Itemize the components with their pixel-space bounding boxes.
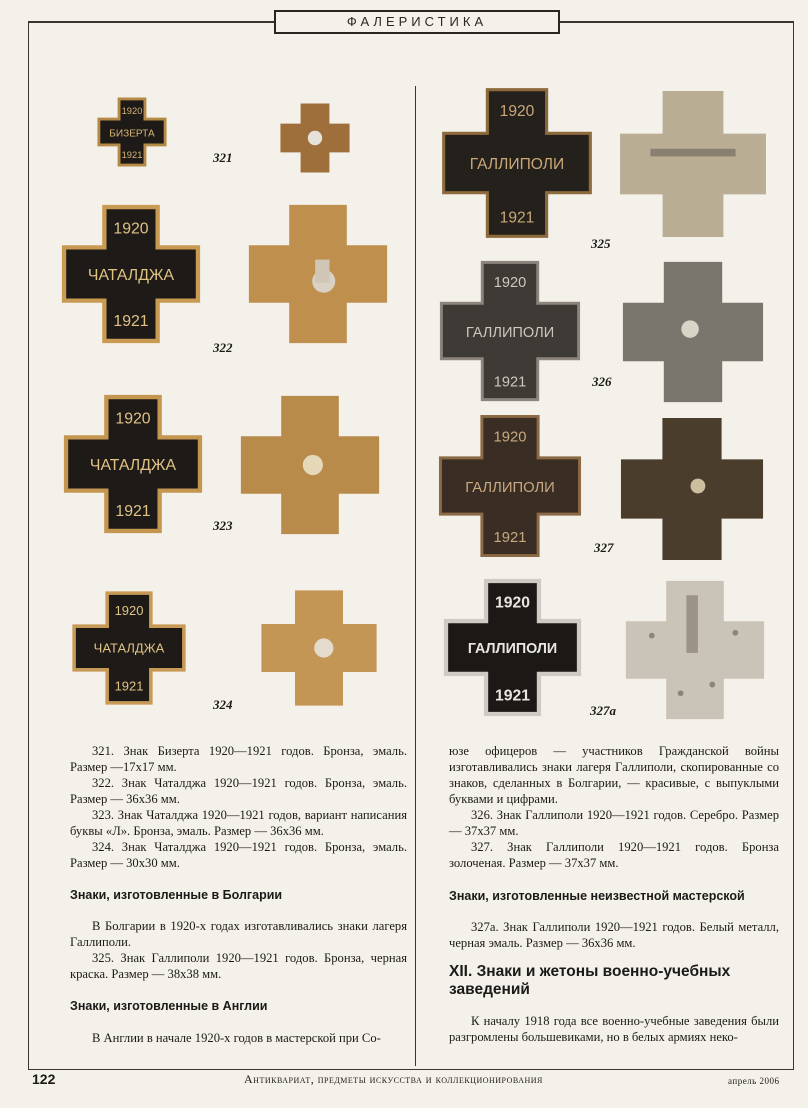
subheading-unknown-workshop: Знаки, изготовленные неизвестной мастерской bbox=[449, 889, 745, 903]
figure-number-327: 327 bbox=[594, 540, 614, 555]
section-header: ФАЛЕРИСТИКА bbox=[274, 10, 560, 34]
badge-323-year-top: 1920 bbox=[115, 410, 151, 428]
caption-323: 323. Знак Чаталджа 1920—1921 годов, вариант написания буквы «Л». Бронза, эмаль. Размер — 36х36 мм. bbox=[70, 808, 407, 838]
left-text-column bbox=[70, 743, 407, 1046]
badge-322-back bbox=[246, 202, 390, 346]
caption-326: 326. Знак Галлиполи 1920—1921 годов. Серебро. Размер — 37х37 мм. bbox=[449, 808, 779, 838]
badge-327-back bbox=[618, 415, 766, 563]
badge-327a-year-bot: 1921 bbox=[495, 687, 530, 705]
badge-322-year-top: 1920 bbox=[113, 220, 149, 238]
figure-number-324: 324 bbox=[213, 697, 233, 712]
badge-323-title: ЧАТАЛДЖА bbox=[89, 456, 177, 474]
paragraph-military-schools: К началу 1918 года все военно-учебные заведения были разгромлены большевиками, но в белых армиях неко- bbox=[449, 1014, 779, 1044]
figure-number-325: 325 bbox=[591, 236, 611, 251]
caption-324: 324. Знак Чаталджа 1920—1921 годов. Бронза, эмаль. Размер — 30х30 мм. bbox=[70, 840, 407, 870]
badge-326-year-top: 1920 bbox=[493, 275, 527, 292]
figure-number-327a: 327а bbox=[590, 703, 616, 718]
badge-325-title: ГАЛЛИПОЛИ bbox=[469, 156, 565, 174]
figure-number-323: 323 bbox=[213, 518, 233, 533]
header-rule-right bbox=[560, 21, 794, 22]
badge-324-year-top: 1920 bbox=[114, 602, 144, 618]
badge-326-front bbox=[437, 258, 583, 404]
figure-number-326: 326 bbox=[592, 374, 612, 389]
caption-322: 322. Знак Чаталджа 1920—1921 годов. Бронза, эмаль. Размер — 36х36 мм. bbox=[70, 776, 407, 806]
badge-321-front bbox=[96, 96, 168, 168]
caption-321: 321. Знак Бизерта 1920—1921 годов. Бронза, эмаль. Размер —17х17 мм. bbox=[70, 744, 407, 774]
badge-321-year-top: 1920 bbox=[121, 106, 143, 116]
badge-322-year-bot: 1921 bbox=[113, 312, 149, 330]
badge-327a-back bbox=[623, 578, 767, 722]
badge-327-front bbox=[436, 412, 584, 560]
header-rule-left bbox=[28, 21, 274, 22]
badge-326-year-bot: 1921 bbox=[493, 374, 527, 391]
badge-327a-year-top: 1920 bbox=[495, 594, 530, 612]
issue-date: апрель 2006 bbox=[728, 1076, 780, 1086]
badge-321-back bbox=[279, 102, 351, 174]
badge-327-title: ГАЛЛИПОЛИ bbox=[465, 479, 555, 496]
figure-number-322: 322 bbox=[213, 340, 233, 355]
badge-323-year-bot: 1921 bbox=[115, 502, 151, 520]
badge-327-year-top: 1920 bbox=[493, 429, 527, 446]
badge-324-back bbox=[259, 588, 379, 708]
column-separator bbox=[415, 86, 416, 1066]
badge-327a-front bbox=[441, 576, 584, 719]
figure-number-321: 321 bbox=[213, 150, 233, 165]
badge-324-year-bot: 1921 bbox=[114, 678, 144, 694]
caption-327a: 327а. Знак Галлиполи 1920—1921 годов. Белый металл, черная эмаль. Размер — 36х36 мм. bbox=[449, 920, 779, 950]
badge-325-year-top: 1920 bbox=[499, 103, 535, 121]
paragraph-england: В Англии в начале 1920-х годов в мастерской при Со- bbox=[92, 1031, 381, 1045]
badge-326-back bbox=[620, 259, 766, 405]
badge-323-front bbox=[61, 392, 205, 536]
paragraph-england-continued: юзе офицеров — участников Гражданской войны изготавливались знаки лагеря Галлиполи, скопированные со знаков, сделанных в Болгарии, — красивые, с выпуклыми буквами и цифрами. bbox=[449, 744, 779, 806]
subheading-bulgaria: Знаки, изготовленные в Болгарии bbox=[70, 888, 283, 902]
badge-325-year-bot: 1921 bbox=[499, 209, 535, 227]
paragraph-bulgaria: В Болгарии в 1920-х годах изготавливались знаки лагеря Галлиполи. bbox=[70, 919, 407, 949]
badge-324-title: ЧАТАЛДЖА bbox=[93, 640, 165, 656]
badge-325-back bbox=[617, 88, 769, 240]
badge-325-front bbox=[439, 85, 595, 241]
badge-326-title: ГАЛЛИПОЛИ bbox=[465, 324, 555, 341]
badge-323-back bbox=[238, 393, 382, 537]
magazine-title: Антиквариат, предметы искусства и коллекционирования bbox=[244, 1072, 543, 1086]
right-text-column bbox=[449, 743, 779, 1045]
badge-327a-title: ГАЛЛИПОЛИ bbox=[467, 641, 558, 658]
section-heading-xii: XII. Знаки и жетоны военно-учебных заведений bbox=[449, 963, 731, 998]
badge-321-year-bot: 1921 bbox=[121, 149, 143, 160]
badge-322-front bbox=[59, 202, 203, 346]
caption-325: 325. Знак Галлиполи 1920—1921 годов. Бронза, черная краска. Размер — 38х38 мм. bbox=[70, 951, 407, 981]
page-number: 122 bbox=[32, 1071, 56, 1087]
badge-322-title: ЧАТАЛДЖА bbox=[87, 266, 175, 284]
caption-327: 327. Знак Галлиполи 1920—1921 годов. Бронза золоченая. Размер — 37х37 мм. bbox=[449, 840, 779, 870]
badge-327-year-bot: 1921 bbox=[493, 530, 527, 547]
subheading-england: Знаки, изготовленные в Англии bbox=[70, 999, 268, 1013]
badge-324-front bbox=[70, 589, 188, 707]
badge-321-title: БИЗЕРТА bbox=[109, 128, 155, 140]
